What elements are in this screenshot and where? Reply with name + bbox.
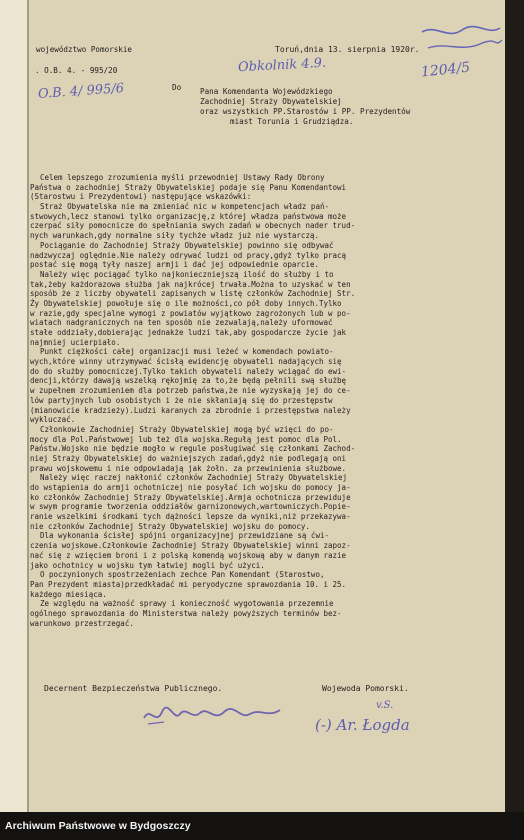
body-line: nać się z wzięciem broni i z polską komendą wojskową aby w danym razie [30,550,347,560]
body-line: jako ochotnicy w wojsku tym łatwiej mogli być użyci. [30,560,265,570]
body-line: Członkowie Zachodniej Straży Obywatelskiej mogą być wzięci do po- [40,424,334,434]
body-line: stwowych,lecz stanowi tylko organizację,z której władza państwowa może [30,211,347,221]
body-line: w razie,gdy specjalne wymogi z powiatów wyjątkowo zagrożonych lub w po- [30,308,351,318]
body-line: (Starostwu i Prezydentowi) następujące wskazówki: [30,192,252,202]
body-line: niej Straży Obywatelskiej do ważniejszych zadań,gdyż nie podlegają oni [30,453,347,463]
body-line: ko członków Zachodniej Straży Obywatelskiej.Armja ochotnicza przewiduje [30,492,351,502]
header-date: Toruń,dnia 13. sierpnia 1920r. [275,45,420,54]
body-line: stałe oddziały,dobierając jednakże ludzi tak,aby gospodarcze życie jak [30,328,347,337]
handwritten-signature-icon [140,700,290,730]
body-line: wiatach nadgranicznych na ten sposób nie zezwalają,należy uformować [30,318,333,328]
signature-initials: v.S. [376,700,394,711]
body-line: Ży Obywatelskiej powołuje się o ile możności,co pół doby innych.Tylko [30,298,342,308]
handwritten-reference: O.B. 4/ 995/6 [37,81,125,102]
body-line: sposób że z liczby obywateli zapisanych w listę członków Zachodniej Str. [30,289,356,299]
body-line: wych,które winny utrzymywać ścisłą ewidencję obywateli nadających się [30,357,342,367]
body-line: mocy dla Pol.Państwowej lub też dla wojska.Regułą jest pomoc dla Pol. [30,434,342,444]
body-line: najmniej ucierpiało. [30,337,121,347]
body-line: ogólnego sprawozdania do Ministerstwa należy powyższych terminów bez- [30,608,342,618]
binding-edge [27,0,29,812]
body-line: każdego miesiąca. [30,589,107,599]
body-line: nie członków Zachodniej Straży Obywatelskiej wojsku do pomocy. [30,521,310,531]
body-line: Celem lepszego zrozumienia myśli przewodniej Ustawy Rady Obrony [40,173,325,182]
body-line: do do służby pomocniczej.Tylko takich obywateli należy wciągać do ewi- [30,366,347,376]
signature-left-caption: Decernent Bezpieczeństwa Publicznego. [44,684,223,693]
body-line: Należy więc raczej nakłonić członków Zachodniej Straży Obywatelskiej [40,473,348,483]
body-line: lów partyjnych lub osobistych i że nie skłaniają się do przestępstw [30,395,333,405]
body-line: Państwa o zachodniej Straży Obywatelskiej podaje się Panu Komendantowi [30,182,347,192]
body-line: czenia wojskowe.Członkowie Zachodniej Straży Obywatelskiej winni zapoz- [30,541,351,551]
body-line: do wstąpienia do armji ochotniczej nie posyłać ich wojsku do pomocy ja- [30,483,351,492]
body-line: postać się mogą tyły naszej armji i dać jej odpowiednie oparcie. [30,260,319,270]
addressee-line: miast Torunia i Grudziądza. [230,117,354,126]
addressee-line: Pana Komendanta Wojewódzkiego [200,87,333,96]
body-line: ranie wszelkimi środkami tych dążności lepsze da wyniki,niż przekazywa- [30,512,351,522]
to-label: Do [172,83,182,92]
body-line: czerpać siły pomocnicze do spełniania swych zadań w obecnych nader trud- [30,221,356,231]
body-line: prawu wojskowemu i nie odpowiadają jak żołn. za przewinienia służbowe. [30,463,347,473]
body-line: Pociąganie do Zachodniej Straży Obywatelskiej powinno się odbywać [40,240,334,250]
body-line: Ze względu na ważność sprawy i konieczność wygotowania przezemnie [40,599,334,609]
header-voivodeship: województwo Pomorskie [36,45,133,54]
body-line: w zupełnem zrozumieniem dla potrzeb państwa,że nie wyzyskają jej do ce- [30,386,351,396]
letter-body [30,173,502,628]
body-line: nych warunkach,gdy normalne siły tychże władz już nie wystarczą. [30,231,319,241]
body-line: O poczynionych spostrzeżeniach zechce Pan Komendant (Starostwo, [40,570,325,580]
body-line: warunkowo przestrzegać. [30,618,134,628]
body-line: w swym programie tworzenia oddziałów garnizonowych,wartowniczych.Popie- [30,502,351,512]
addressee-line: oraz wszystkich PP.Starostów i PP. Prezydentów [200,107,411,116]
binding-margin [0,0,29,812]
handwritten-note: Obkolnik 4.9. [237,55,327,76]
body-line: dencji,którzy dawają wszelką rękojmię za to,że będą pełnili swą służbę [30,376,347,386]
handwritten-scribble-icon [418,18,504,58]
body-line: nadzwyczaj oględnie.Nie należy odrywać ludzi od pracy,gdyż tylko pracą [30,250,347,260]
signature-name: (-) Ar. Łogda [315,716,410,734]
body-line: Pan Prezydent miasta)przedkładać mi peryodyczne sprawozdania 10. i 25. [30,579,347,589]
body-line: Straż Obywatelska nie ma zmieniać nic w kompetencjach władz pań- [40,202,329,212]
body-line: (mianowicie kradzieży).Ludzi karanych za zbrodnie i przestępstwa należy [30,405,351,415]
body-line: Dla wykonania ścisłej spójni organizacyjnej przewidziane są ćwi- [40,531,329,541]
body-line: Państw.Wojsko nie będzie mogło w regule posługiwać się członkami Zachod- [30,444,356,454]
header-reference: . O.B. 4. - 995/20 [35,66,118,75]
body-line: tak,żeby każdorazowa służba jak najkrócej trwała.Można to uzyskać w ten [30,279,351,289]
body-line: Punkt ciężkości całej organizacji musi leżeć w komendach powiato- [40,347,334,357]
addressee-line: Zachodniej Straży Obywatelskiej [200,97,342,106]
handwritten-number: 1204/5 [420,59,471,81]
body-line: wykluczać. [30,415,76,425]
archive-name: Archiwum Państwowe w Bydgoszczy [5,820,191,832]
signature-right-caption: Wojewoda Pomorski. [322,684,409,693]
archive-footer [0,812,524,840]
body-line: Należy więc pociągać tylko najkonieczniejszą ilość do służby i to [40,269,334,279]
